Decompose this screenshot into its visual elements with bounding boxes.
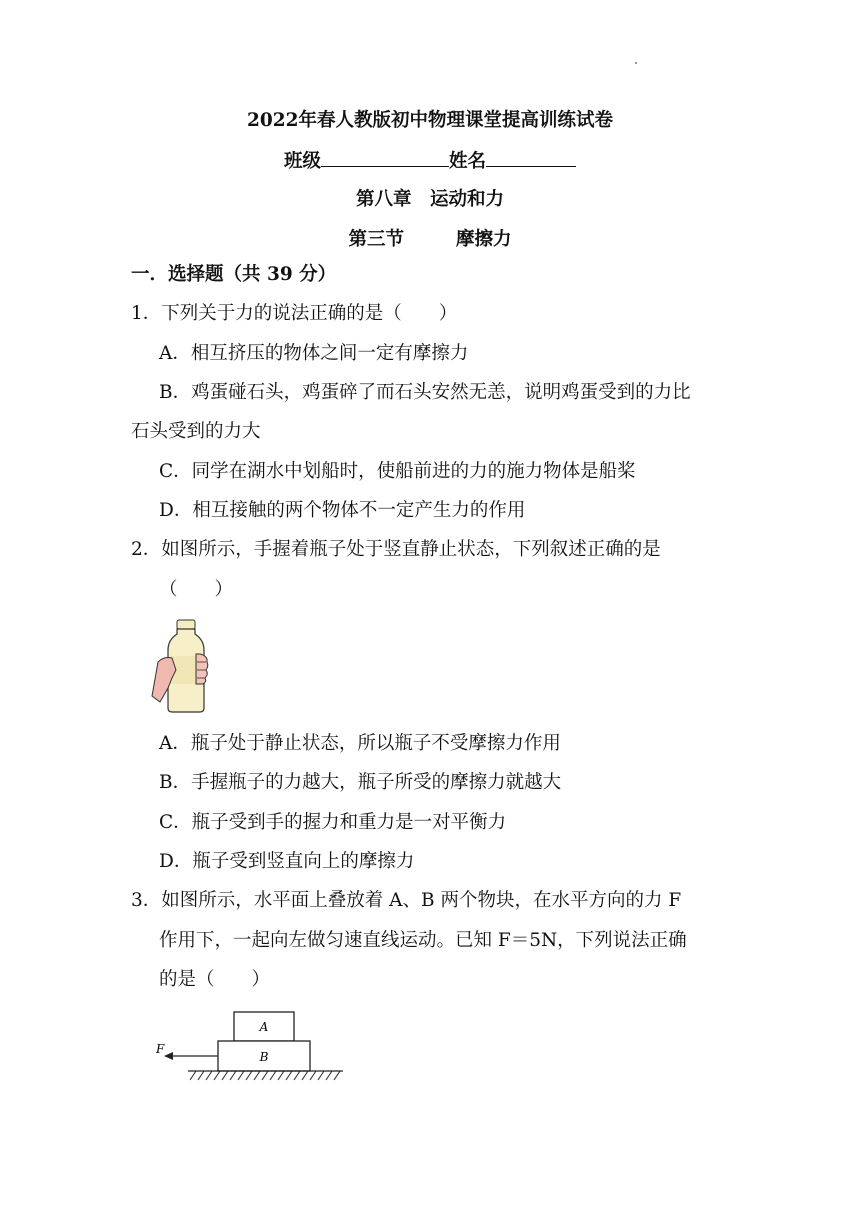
q2-option-b: B．手握瓶子的力越大，瓶子所受的摩擦力就越大 [159, 772, 562, 793]
block-a-label: A [259, 1020, 269, 1034]
q1-stem: 1．下列关于力的说法正确的是（ ） [131, 303, 458, 324]
q1-option-b: B．鸡蛋碰石头，鸡蛋碎了而石头安然无恙，说明鸡蛋受到的力比 [159, 382, 691, 403]
hand-bottle-figure [150, 618, 214, 718]
name-blank[interactable] [486, 146, 576, 167]
q2-option-d: D．瓶子受到竖直向上的摩擦力 [159, 851, 415, 872]
part-heading: 一．选择题（共 39 分） [131, 264, 337, 285]
q2-option-a: A．瓶子处于静止状态，所以瓶子不受摩擦力作用 [159, 733, 561, 754]
class-label: 班级 [283, 151, 321, 172]
student-info-line [0, 146, 860, 173]
section-name: 摩擦力 [456, 229, 512, 250]
stacked-blocks-figure [148, 1008, 358, 1088]
section-title [0, 225, 860, 251]
q2-option-c: C．瓶子受到手的握力和重力是一对平衡力 [159, 812, 507, 833]
scan-dot [635, 62, 637, 64]
arrow-head-icon [164, 1052, 173, 1060]
ground-hatching [190, 1071, 340, 1080]
q3-stem-cont2: 的是（ ） [159, 969, 271, 990]
q3-stem: 3．如图所示，水平面上叠放着 A、B 两个物块，在水平方向的力 F [131, 890, 682, 911]
force-label: F [156, 1042, 165, 1056]
q1-option-c: C．同学在湖水中划船时，使船前进的力的施力物体是船桨 [159, 461, 636, 482]
block-b-label: B [259, 1050, 269, 1064]
chapter-title: 第八章 运动和力 [355, 189, 504, 210]
name-label: 姓名 [449, 151, 487, 172]
q2-stem-cont: （ ） [159, 579, 234, 600]
q1-option-d: D．相互接触的两个物体不一定产生力的作用 [159, 500, 526, 521]
class-blank[interactable] [321, 146, 449, 167]
q1-option-a: A．相互挤压的物体之间一定有摩擦力 [159, 343, 469, 364]
section-number: 第三节 [348, 229, 404, 250]
q3-stem-cont: 作用下，一起向左做匀速直线运动。已知 F＝5N，下列说法正确 [159, 930, 687, 951]
exam-title: 2022年春人教版初中物理课堂提高训练试卷 [247, 110, 613, 131]
q1-option-b-cont: 石头受到的力大 [131, 421, 261, 442]
q2-stem: 2．如图所示，手握着瓶子处于竖直静止状态，下列叙述正确的是 [131, 539, 661, 560]
